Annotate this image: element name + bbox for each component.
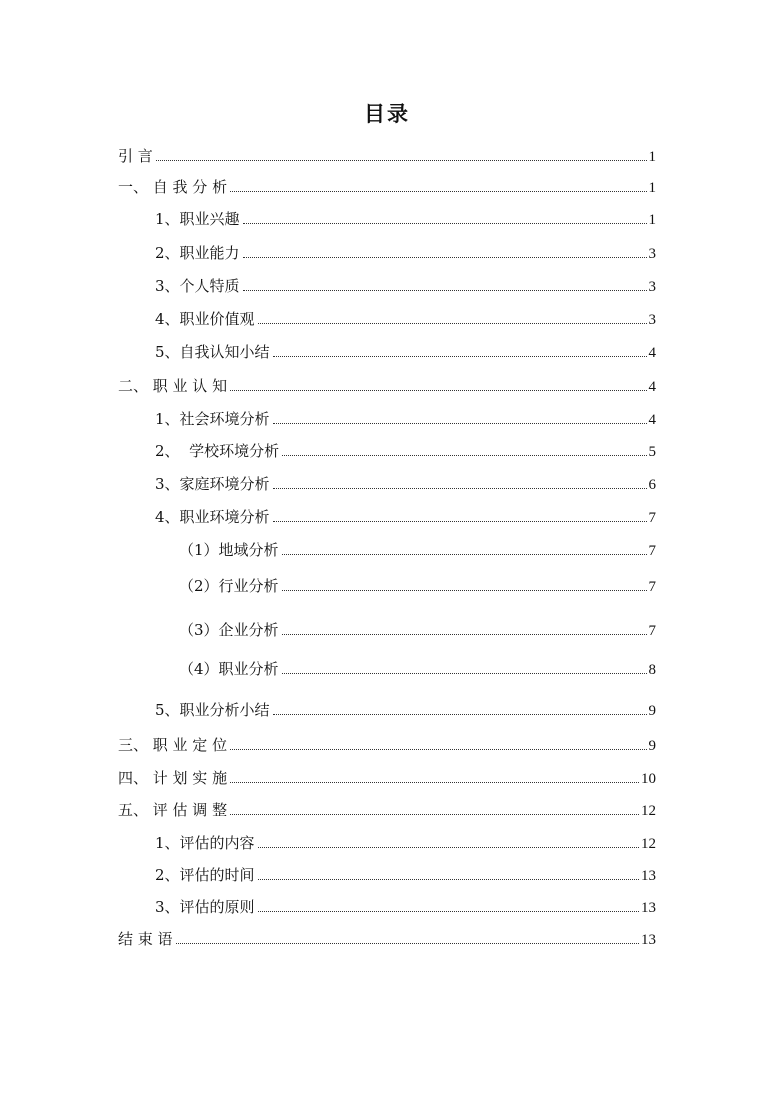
toc-entry[interactable] (155, 305, 656, 329)
toc-entry[interactable] (155, 437, 656, 461)
toc-entry-title: 一、 自 我 分 析 (118, 178, 228, 196)
toc-entry-title: 1、社会环境分析 (155, 410, 270, 428)
dot-leader (230, 749, 646, 750)
toc-entry-page: 13 (641, 868, 656, 884)
toc-entry-page: 1 (648, 212, 656, 228)
toc-entry-page: 8 (648, 662, 656, 678)
dot-leader (282, 554, 647, 555)
toc-entry-title: 结 束 语 (118, 930, 173, 948)
toc-entry[interactable] (155, 239, 656, 263)
dot-leader (273, 521, 647, 522)
dot-leader (258, 879, 639, 880)
toc-entry-page: 12 (641, 836, 656, 852)
toc-entry-page: 4 (648, 379, 656, 395)
toc-entry-page: 5 (648, 444, 656, 460)
toc-entry-page: 12 (641, 803, 656, 819)
toc-entry-page: 10 (641, 771, 656, 787)
toc-entry-title: 4、职业环境分析 (155, 508, 270, 526)
toc-entry-title: 五、 评 估 调 整 (118, 801, 228, 819)
toc-entry[interactable] (118, 731, 656, 755)
toc-entry-title: 引 言 (118, 147, 153, 165)
toc-entry-page: 3 (648, 312, 656, 328)
toc-entry-title: 四、 计 划 实 施 (118, 769, 228, 787)
dot-leader (230, 191, 646, 192)
toc-entry-page: 4 (648, 345, 656, 361)
toc-entry-title: （2）行业分析 (179, 577, 279, 595)
toc-entry-page: 4 (648, 412, 656, 428)
dot-leader (243, 290, 647, 291)
toc-entry-page: 6 (648, 477, 656, 493)
toc-entry[interactable] (155, 861, 656, 885)
toc-entry[interactable] (118, 796, 656, 820)
toc-entry-title: （1）地域分析 (179, 541, 279, 559)
dot-leader (258, 847, 639, 848)
toc-entry[interactable] (118, 173, 656, 197)
dot-leader (243, 223, 647, 224)
dot-leader (258, 911, 639, 912)
toc-entry-page: 13 (641, 900, 656, 916)
dot-leader (282, 673, 647, 674)
dot-leader (282, 634, 647, 635)
toc-entry-title: 2、 学校环境分析 (155, 442, 280, 460)
toc-entry[interactable] (118, 372, 656, 396)
toc-entry[interactable] (155, 503, 656, 527)
toc-entry[interactable] (155, 205, 656, 229)
dot-leader (282, 590, 647, 591)
toc-entry-title: （4）职业分析 (179, 660, 279, 678)
toc-entry-title: 1、评估的内容 (155, 834, 255, 852)
toc-entry-title: 2、职业能力 (155, 244, 240, 262)
dot-leader (258, 323, 647, 324)
toc-entry[interactable] (155, 338, 656, 362)
toc-entry[interactable] (155, 272, 656, 296)
toc-entry-title: 3、评估的原则 (155, 898, 255, 916)
toc-entry-page: 3 (648, 279, 656, 295)
toc-entry-page: 9 (648, 703, 656, 719)
toc-entry[interactable] (118, 142, 656, 166)
toc-entry-page: 7 (648, 623, 656, 639)
dot-leader (230, 390, 646, 391)
dot-leader (273, 714, 647, 715)
dot-leader (230, 782, 639, 783)
toc-entry-page: 1 (648, 180, 656, 196)
toc-entry-title: 三、 职 业 定 位 (118, 736, 228, 754)
toc-entry[interactable] (179, 572, 656, 596)
page-title: 目录 (364, 101, 410, 126)
toc-entry[interactable] (179, 655, 656, 679)
dot-leader (282, 455, 646, 456)
toc-entry-page: 3 (648, 246, 656, 262)
toc-entry[interactable] (179, 536, 656, 560)
toc-entry-title: 4、职业价值观 (155, 310, 255, 328)
dot-leader (230, 814, 639, 815)
dot-leader (243, 257, 647, 258)
toc-entry[interactable] (118, 764, 656, 788)
toc-entry-title: 二、 职 业 认 知 (118, 377, 228, 395)
toc-entry[interactable] (179, 616, 656, 640)
toc-entry[interactable] (118, 925, 656, 949)
toc-entry-page: 7 (648, 510, 656, 526)
toc-entry-title: 3、家庭环境分析 (155, 475, 270, 493)
toc-entry-title: 3、个人特质 (155, 277, 240, 295)
toc-entry[interactable] (155, 829, 656, 853)
dot-leader (176, 943, 639, 944)
toc-entry-title: 5、职业分析小结 (155, 701, 270, 719)
toc-entry[interactable] (155, 470, 656, 494)
toc-entry-title: 5、自我认知小结 (155, 343, 270, 361)
toc-entry[interactable] (155, 696, 656, 720)
toc-entry-page: 13 (641, 932, 656, 948)
toc-entry-page: 1 (648, 149, 656, 165)
toc-entry-page: 7 (648, 543, 656, 559)
toc-entry[interactable] (155, 405, 656, 429)
dot-leader (156, 160, 647, 161)
toc-entry-title: 1、职业兴趣 (155, 210, 240, 228)
dot-leader (273, 488, 647, 489)
toc-entry-title: 2、评估的时间 (155, 866, 255, 884)
toc-entry-page: 9 (648, 738, 656, 754)
toc-entry-title: （3）企业分析 (179, 621, 279, 639)
toc-entry-page: 7 (648, 579, 656, 595)
dot-leader (273, 356, 647, 357)
dot-leader (273, 423, 647, 424)
toc-entry[interactable] (155, 893, 656, 917)
